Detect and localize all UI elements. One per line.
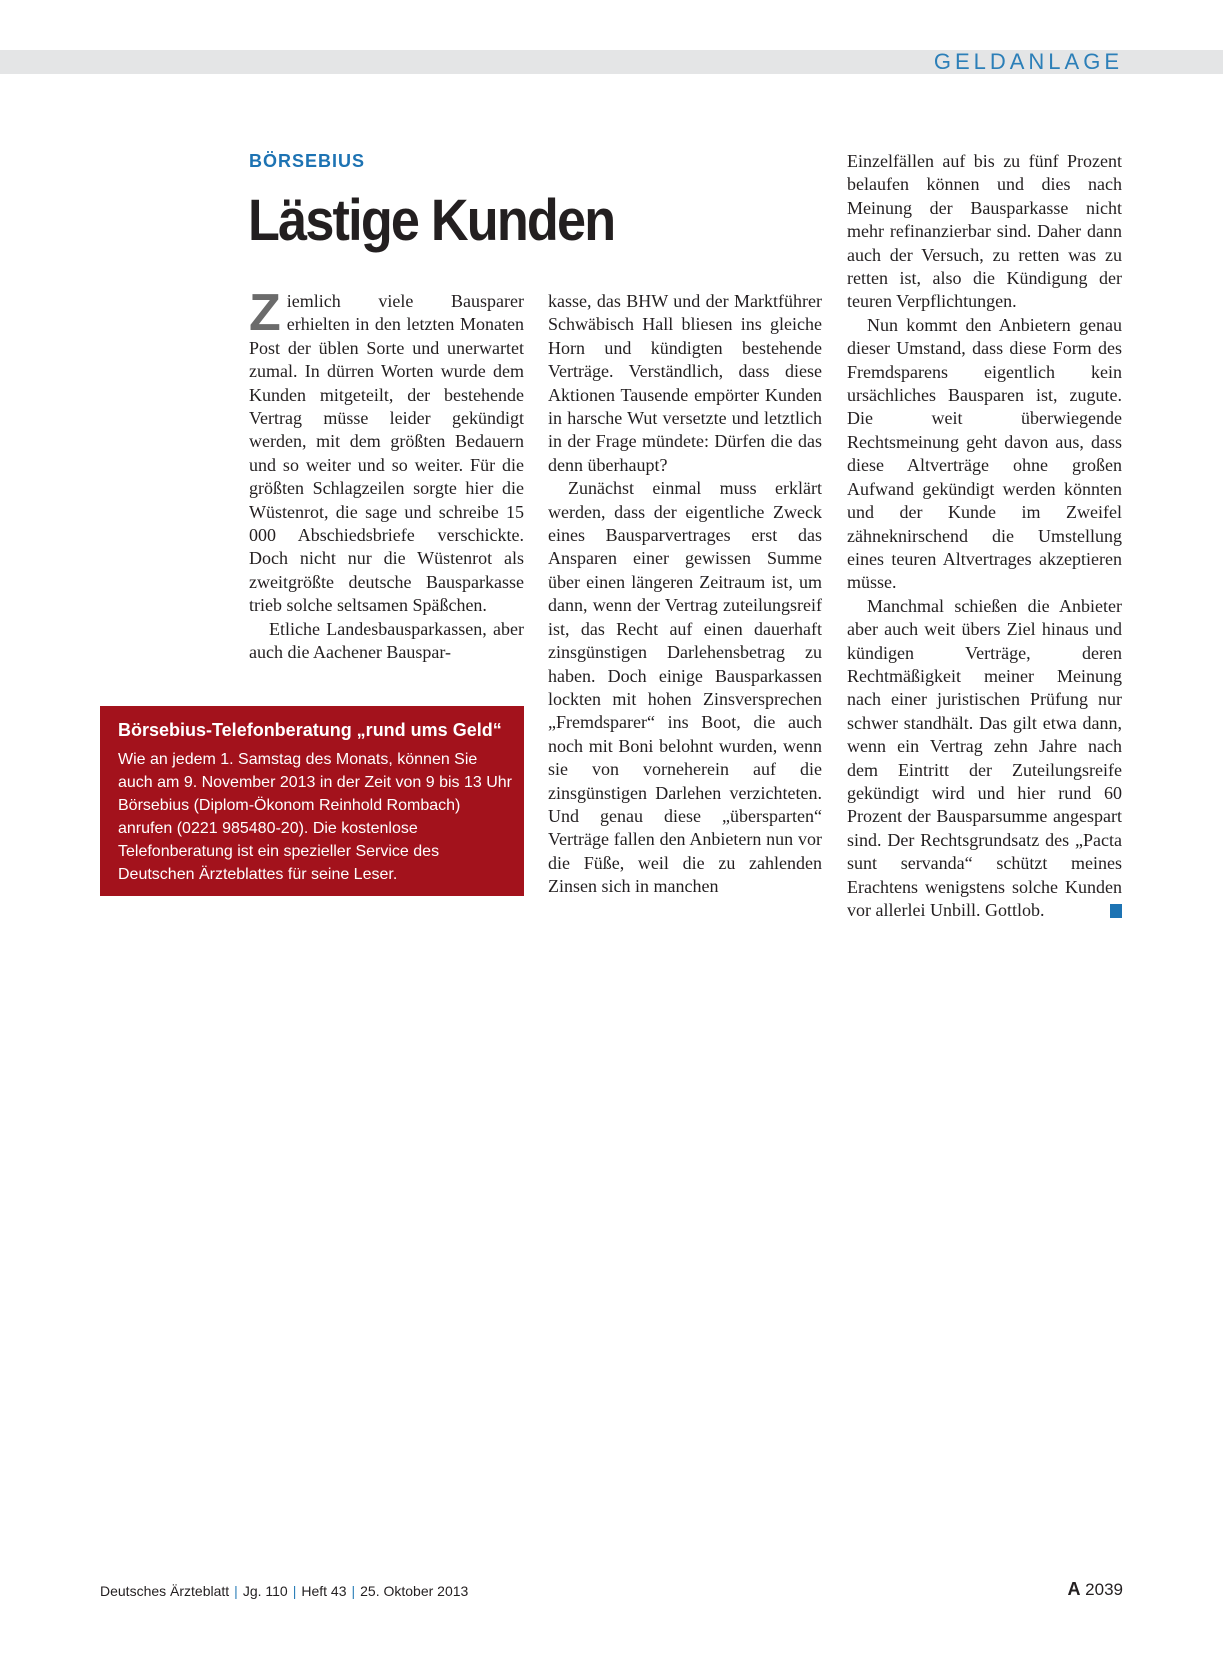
paragraph-text: Manchmal schießen die Anbieter aber auch weit übers Ziel hinaus und kündigen Verträge, deren Rechtmäßigkeit meiner Meinung nach einer juristischen Prüfung nur schwer standhält. Das gilt etwa dann, wenn ein Vertrag zehn Jahre nach dem Eintritt der Zuteilungsreife gekündigt wird und hier rund 60 Prozent der Bausparsumme angespart sind. Der Rechtsgrundsatz des „Pacta sunt servanda“ schützt meines Erachtens wenigstens solche Kunden vor allerlei Unbill. Gottlob. bbox=[847, 595, 1122, 920]
separator: | bbox=[234, 1583, 238, 1599]
paragraph: Einzelfällen auf bis zu fünf Prozent belaufen können und dies nach Meinung der Bausparkasse nicht mehr refinanzierbar sind. Daher dann auch der Versuch, zu retten was zu retten ist, also die Kündigung der teuren Verpflichtungen. bbox=[847, 151, 1122, 312]
page-number bbox=[1067, 1578, 1123, 1601]
issue: Heft 43 bbox=[301, 1583, 347, 1599]
info-box-line: Telefonberatung ist ein spezieller Service des bbox=[118, 843, 440, 860]
info-box-line: Deutschen Ärzteblattes für seine Leser. bbox=[118, 866, 398, 883]
end-of-article-icon bbox=[1110, 904, 1122, 918]
info-box-line: Börsebius (Diplom-Ökonom Reinhold Rombach) bbox=[118, 797, 461, 814]
page-number-value: 2039 bbox=[1085, 1580, 1123, 1599]
paragraph bbox=[249, 284, 524, 618]
dropcap: Z bbox=[249, 284, 281, 342]
article-title: Lästige Kunden bbox=[248, 188, 615, 253]
info-box-line: anrufen (0221 985480-20). Die kostenlose bbox=[118, 820, 418, 837]
info-box bbox=[100, 706, 524, 896]
issue-date: 25. Oktober 2013 bbox=[360, 1583, 469, 1599]
article-column-1 bbox=[249, 284, 524, 665]
info-box-line: Wie an jedem 1. Samstag des Monats, können Sie bbox=[118, 751, 478, 768]
footer-citation bbox=[100, 1581, 468, 1601]
section-label: GELDANLAGE bbox=[933, 49, 1123, 74]
paragraph: Nun kommt den Anbietern genau dieser Umstand, dass diese Form des Fremdsparens eigentlich kein ursächliches Bausparen ist, zugute. Die weit überwiegende Rechtsmeinung geht davon aus, dass diese Altverträge ohne großen Aufwand gekündigt werden könnten und der Kunde im Zweifel zähneknirschend die Umstellung eines teuren Altvertrages akzeptieren müsse. bbox=[847, 314, 1122, 593]
paragraph: Zunächst einmal muss erklärt werden, dass der eigentliche Zweck eines Bausparvertrages erst das Ansparen einer gewissen Summe über einen längeren Zeitraum ist, um dann, wenn der Vertrag zuteilungsreif ist, das Recht auf einen dauerhaft zinsgünstigen Darlehensbetrag zu haben. Doch einige Bausparkassen lockten mit hohen Zinsversprechen „Fremdsparer“ ins Boot, die auch noch mit Boni belohnt wurden, wenn sie von vorneherein auf die zinsgünstigen Darlehen verzichteten. Und genau diese „übersparten“ Verträge fallen den Anbietern nun vor die Füße, weil die zu zahlenden Zinsen sich in manchen bbox=[548, 478, 822, 897]
article-column-2 bbox=[548, 290, 822, 899]
paragraph: Etliche Landesbausparkassen, aber auch die Aachener Bauspar- bbox=[249, 618, 524, 663]
separator: | bbox=[292, 1583, 297, 1599]
info-box-line: auch am 9. November 2013 in der Zeit von 9 bis 13 Uhr bbox=[118, 774, 512, 791]
journal-name: Deutsches Ärzteblatt bbox=[100, 1583, 230, 1599]
paragraph-text: iemlich viele Bausparer erhielten in den letzten Monaten Post der üblen Sorte und unerwartet zumal. In dürren Worten wurde dem Kunden mitgeteilt, der bestehende Vertrag müsse leider gekündigt werden, mit dem größten Bedauern und so weiter und so weiter. Für die größten Schlagzeilen sorgte hier die Wüstenrot, die sage und schreibe 15 000 Abschiedsbriefe verschickte. Doch nicht nur die Wüstenrot als zweitgrößte deutsche Bausparkasse trieb solche seltsamen Späßchen. bbox=[249, 291, 524, 616]
article-column-3 bbox=[847, 150, 1122, 922]
separator: | bbox=[351, 1583, 356, 1599]
page-prefix: A bbox=[1067, 1579, 1081, 1599]
paragraph bbox=[847, 595, 1122, 923]
article-kicker: BÖRSEBIUS bbox=[249, 151, 366, 171]
volume: Jg. 110 bbox=[242, 1583, 288, 1599]
paragraph: kasse, das BHW und der Marktführer Schwäbisch Hall bliesen ins gleiche Horn und kündigten bestehende Verträge. Verständlich, dass diese Aktionen Tausende empörter Kunden in harsche Wut versetzte und letztlich in der Frage mündete: Dürfen die das denn überhaupt? bbox=[548, 291, 822, 475]
info-box-title: Börsebius-Telefonberatung „rund ums Geld“ bbox=[118, 720, 502, 740]
